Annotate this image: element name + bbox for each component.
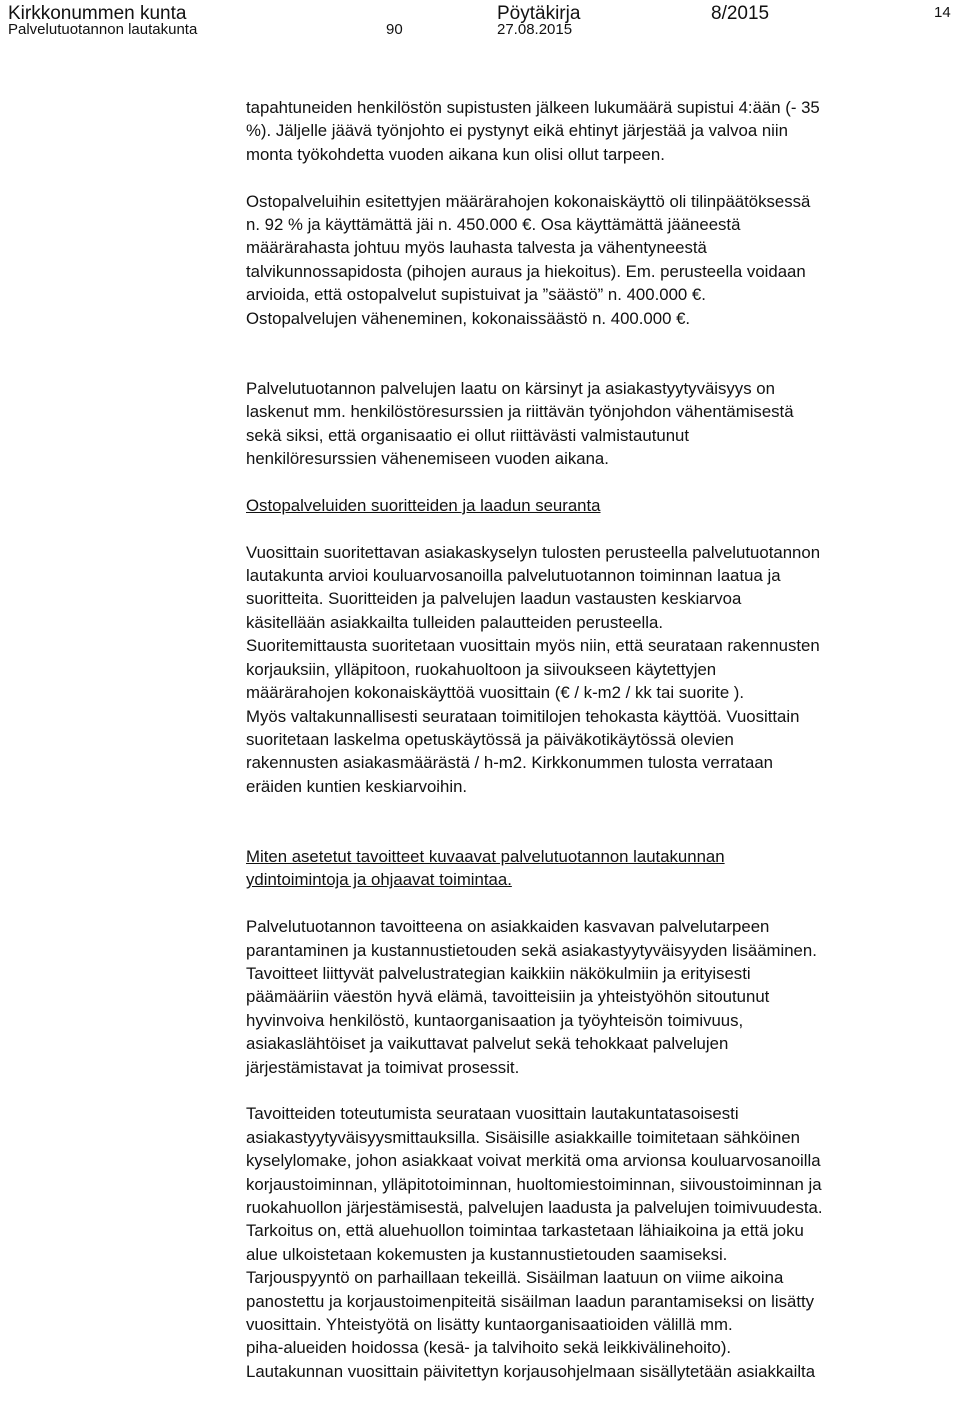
text-line: asiakaslähtöiset ja vaikuttavat palvelut sekä tehokkaat palvelujen (246, 1034, 729, 1054)
text-line: päämääriin väestön hyvä elämä, tavoitteisiin ja yhteistyöhön sitoutunut (246, 987, 770, 1007)
document-number: 8/2015 (711, 3, 770, 24)
heading-line: ydintoimintoja ja ohjaavat toimintaa. (246, 870, 512, 890)
text-line: Tavoitteiden toteutumista seurataan vuosittain lautakuntatasoisesti (246, 1104, 739, 1124)
heading-line: Ostopalveluiden suoritteiden ja laadun seuranta (246, 495, 601, 515)
text-line: asiakastyytyväisyysmittauksilla. Sisäisille asiakkaille toimitetaan sähköinen (246, 1127, 801, 1147)
text-line: määrärahasta johtuu myös lauhasta talvesta ja vähentyneestä (246, 238, 707, 258)
text-line: panostettu ja korjaustoimenpiteitä sisäilman laadun parantamiseksi on lisätty (246, 1291, 815, 1311)
municipality-name: Kirkkonummen kunta (8, 3, 187, 24)
paragraph-staff-reduction (246, 96, 958, 166)
text-line: henkilöresurssien vähenemiseen vuoden aikana. (246, 449, 609, 469)
text-line: Palvelutuotannon tavoitteena on asiakkaiden kasvavan palvelutarpeen (246, 917, 770, 937)
text-line: lautakunta arvioi kouluarvosanoilla palvelutuotannon toiminnan laatua ja (246, 566, 781, 586)
board-name: Palvelutuotannon lautakunta (8, 21, 198, 38)
text-line: Ostopalvelujen väheneminen, kokonaissäästö n. 400.000 €. (246, 308, 691, 328)
text-line: Tarjouspyyntö on parhaillaan tekeillä. Sisäilman laatuun on viime aikoina (246, 1268, 784, 1288)
text-line: Suoritemittausta suoritetaan vuosittain myös niin, että seurataan rakennusten (246, 636, 820, 656)
text-line: suoritetaan laskelma opetuskäytössä ja päiväkotikäytössä olevien (246, 729, 734, 749)
text-line: vuosittain. Yhteistyötä on lisätty kuntaorganisaatioiden välillä mm. (246, 1315, 733, 1335)
text-line: laskenut mm. henkilöstöresurssien ja riittävän työnjohdon vähentämisestä (246, 402, 794, 422)
text-line: arvioida, että ostopalvelut supistuivat ja ”säästö” n. 400.000 €. (246, 285, 706, 305)
text-line: järjestämistavat ja toimivat prosessit. (246, 1057, 520, 1077)
text-line: määrärahojen kokonaiskäyttöä vuosittain (€ / k-m2 / kk tai suorite ). (246, 683, 745, 703)
text-line: Tarkoitus on, että aluehuollon toimintaa tarkastetaan lähiaikoina ja että joku (246, 1221, 804, 1241)
text-line: hyvinvoiva henkilöstö, kuntaorganisaation ja työyhteisön toimivuus, (246, 1010, 744, 1030)
text-line: eräiden kuntien keskiarvoihin. (246, 776, 468, 796)
text-line: %). Jäljelle jäävä työnjohto ei pystynyt eikä ehtinyt järjestää ja valvoa niin (246, 121, 788, 141)
text-line: parantaminen ja kustannustietouden sekä asiakastyytyväisyyden lisääminen. (246, 940, 817, 960)
text-line: n. 92 % ja käyttämättä jäi n. 450.000 €. Osa käyttämättä jääneestä (246, 215, 741, 235)
text-line: Palvelutuotannon palvelujen laatu on kärsinyt ja asiakastyytyväisyys on (246, 378, 775, 398)
paragraph-goals (246, 915, 958, 1079)
text-line: Tavoitteet liittyvät palvelustrategian kaikkiin näkökulmiin ja erityisesti (246, 963, 751, 983)
text-line: monta työkohdetta vuoden aikana kun olisi ollut tarpeen. (246, 144, 665, 164)
heading-line: Miten asetetut tavoitteet kuvaavat palvelutuotannon lautakunnan (246, 846, 725, 866)
text-line: Lautakunnan vuosittain päivitettyn korjausohjelmaan sisällytetään asiakkailta (246, 1361, 816, 1381)
text-line: Ostopalveluihin esitettyjen määrärahojen kokonaiskäyttö oli tilinpäätöksessä (246, 191, 811, 211)
section-heading-goals (246, 845, 958, 892)
document-type: Pöytäkirja (497, 3, 581, 24)
text-line: korjaustoiminnan, ylläpitotoiminnan, huoltomiestoiminnan, siivoustoiminnan ja (246, 1174, 822, 1194)
text-line: piha-alueiden hoidossa (kesä- ja talvihoito sekä leikkivälinehoito). (246, 1338, 732, 1358)
text-line: korjauksiin, ylläpitoon, ruokahuoltoon ja siivoukseen käytettyjen (246, 659, 717, 679)
paragraph-outsourcing-budget (246, 190, 958, 330)
text-line: tapahtuneiden henkilöstön supistusten jälkeen lukumäärä supistui 4:ään (- 35 (246, 98, 820, 117)
page-number: 14 (934, 4, 951, 21)
section-heading-monitoring (246, 494, 958, 517)
text-line: sekä siksi, että organisaatio ei ollut riittävästi valmistautunut (246, 425, 690, 445)
text-line: käsitellään asiakkailta tulleiden palautteiden perusteella. (246, 612, 664, 632)
text-line: Vuosittain suoritettavan asiakaskyselyn tulosten perusteella palvelutuotannon (246, 542, 821, 562)
paragraph-monitoring (246, 541, 958, 798)
text-line: Myös valtakunnallisesti seurataan toimitilojen tehokasta käyttöä. Vuosittain (246, 706, 800, 726)
text-line: alue ulkoistetaan kokemusten ja kustannustietouden saamiseksi. (246, 1244, 728, 1264)
text-line: talvikunnossapidosta (pihojen auraus ja hiekoitus). Em. perusteella voidaan (246, 261, 806, 281)
paragraph-service-quality (246, 377, 958, 471)
text-line: ruokahuollon järjestämisestä, palvelujen laadusta ja palvelujen toimivuudesta. (246, 1197, 823, 1217)
text-line: rakennusten asiakasmäärästä / h-m2. Kirkkonummen tulosta verrataan (246, 753, 773, 773)
meeting-date: 27.08.2015 (497, 21, 573, 38)
section-number: 90 (386, 21, 403, 38)
text-line: suoritteita. Suoritteiden ja palvelujen laadun vastausten keskiarvoa (246, 589, 742, 609)
text-line: kyselylomake, johon asiakkaat voivat merkitä oma arvionsa kouluarvosanoilla (246, 1151, 821, 1171)
paragraph-goal-tracking (246, 1102, 958, 1383)
document-body (246, 96, 958, 1383)
